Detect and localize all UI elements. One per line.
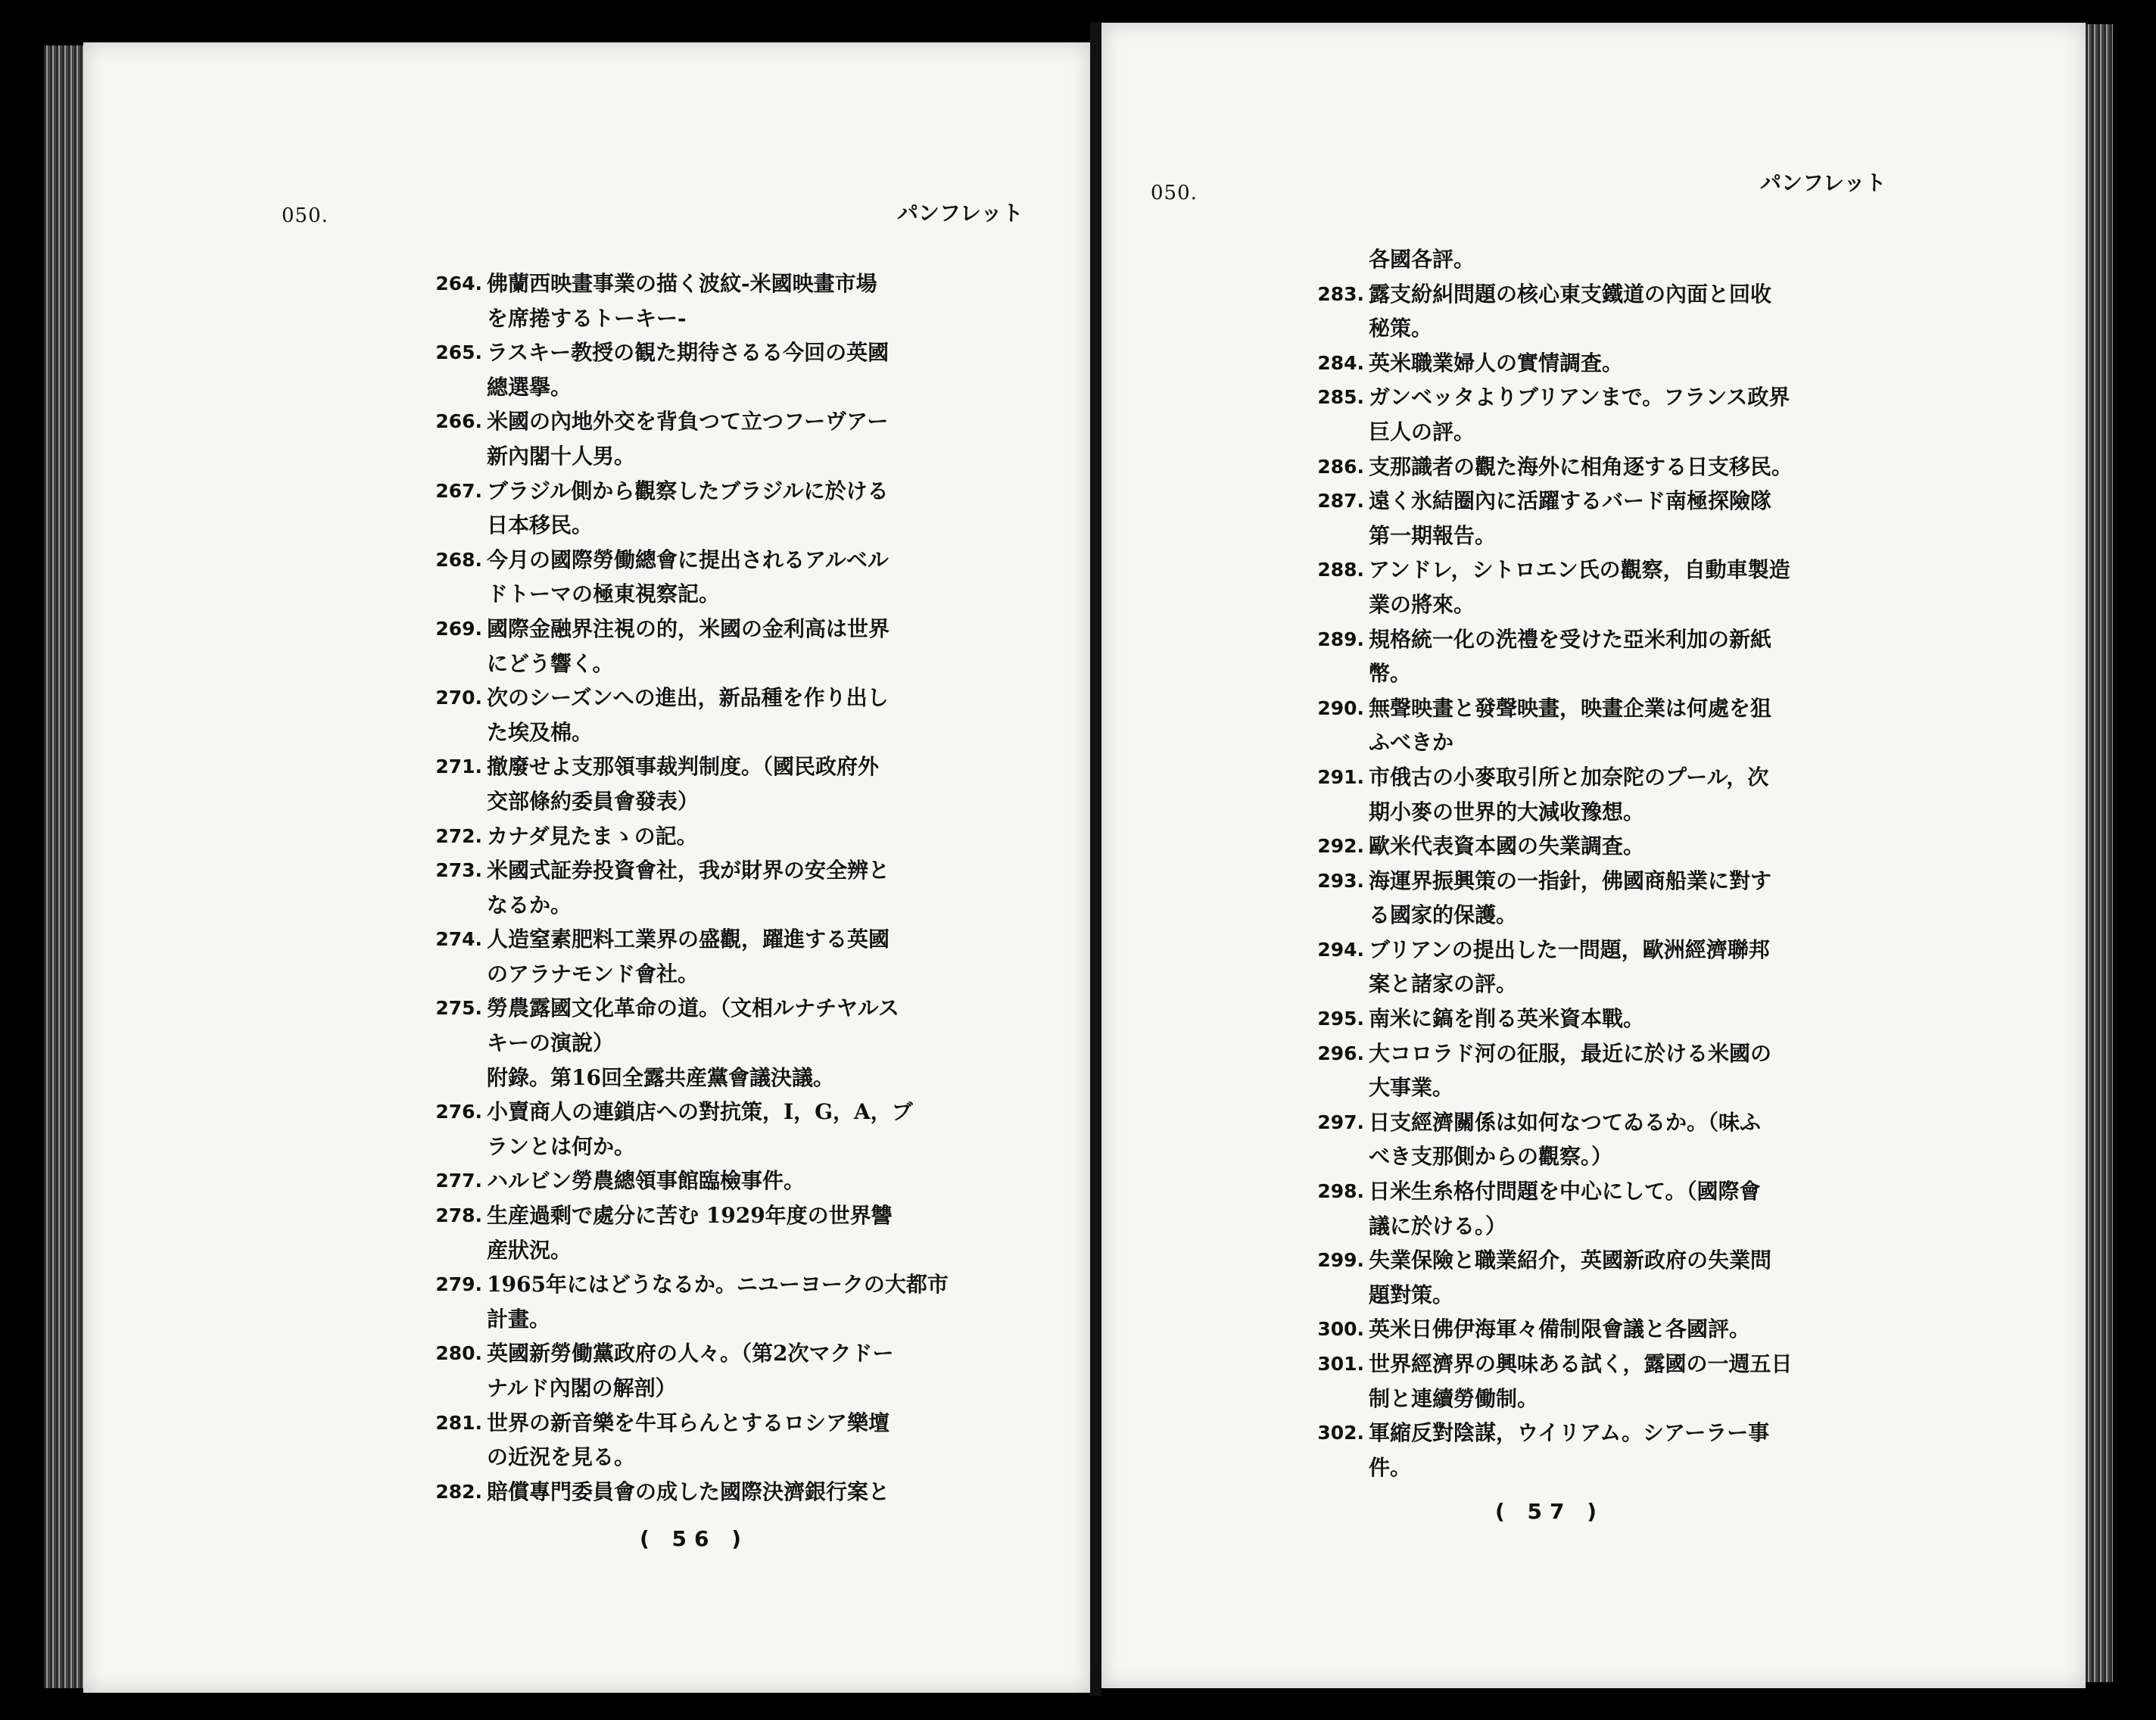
list-item xyxy=(428,1336,1018,1405)
entry-number: 294. xyxy=(1317,938,1364,961)
entry-number: 284. xyxy=(1317,351,1364,374)
list-item xyxy=(428,1095,1018,1164)
entry-number: 272. xyxy=(435,824,482,847)
entry-number: 286. xyxy=(1317,455,1364,478)
entry-title: 小賣商人の連鎖店への對抗策，I，G，A，ブ ランとは何か。 xyxy=(487,1099,913,1159)
entry-title: 佛蘭西映畫事業の描く波紋-米國映畫市場 を席捲するトーキー- xyxy=(487,271,877,331)
list-item xyxy=(1310,1036,1915,1105)
entry-title: 日支經濟關係は如何なつてゐるか。（味ふ べき支那側からの觀察。） xyxy=(1369,1109,1762,1170)
entry-title: 露支紛糾問題の核心東支鐵道の內面と回收 秘策。 xyxy=(1369,281,1772,341)
right-page-code: 050. xyxy=(1151,182,1198,204)
list-item xyxy=(1310,1243,1915,1312)
list-item xyxy=(1310,1002,1915,1036)
entry-title: 失業保險と職業紹介，英國新政府の失業問 題對策。 xyxy=(1369,1248,1772,1307)
list-item xyxy=(428,335,1018,404)
list-item xyxy=(1310,691,1915,760)
entry-number: 283. xyxy=(1317,282,1364,305)
list-item xyxy=(1310,829,1915,864)
entry-number: 292. xyxy=(1317,835,1364,858)
list-item xyxy=(428,749,1018,818)
entry-title: ハルビン勞農總領事館臨檢事件。 xyxy=(487,1168,805,1194)
left-page xyxy=(83,42,1090,1693)
list-item xyxy=(428,612,1018,681)
entry-number: 291. xyxy=(1317,765,1364,788)
entry-number: 299. xyxy=(1317,1249,1364,1272)
entry-number: 264. xyxy=(435,273,482,294)
entry-title: ブリアンの提出した一問題，歐洲經濟聯邦 案と諸家の評。 xyxy=(1369,936,1770,997)
list-item xyxy=(1310,484,1915,553)
entry-title: 規格統一化の洗禮を受けた亞米利加の新紙 幣。 xyxy=(1369,626,1772,687)
entry-title: 次のシーズンへの進出，新品種を作り出し た埃及棉。 xyxy=(487,685,889,745)
list-item xyxy=(428,474,1018,543)
entry-number: 300. xyxy=(1317,1318,1364,1341)
list-item xyxy=(1310,450,1915,485)
entry-number: 273. xyxy=(435,859,482,882)
list-item xyxy=(1310,760,1915,829)
entry-number: 293. xyxy=(1317,869,1364,892)
list-item xyxy=(1310,1174,1915,1243)
list-item xyxy=(428,1164,1018,1198)
list-item xyxy=(1310,1312,1915,1347)
entry-number: 290. xyxy=(1317,696,1364,719)
entry-title: 撤廢せよ支那領事裁判制度。（國民政府外 交部條約委員會發表） xyxy=(487,754,880,814)
list-item xyxy=(1310,1347,1915,1416)
entry-number: 276. xyxy=(435,1101,482,1123)
entry-number: 285. xyxy=(1317,386,1364,409)
entry-number: 265. xyxy=(435,341,482,364)
entry-number: 295. xyxy=(1317,1008,1364,1030)
list-item xyxy=(428,543,1018,612)
list-item xyxy=(428,1198,1018,1267)
list-item xyxy=(428,991,1018,1060)
right-page xyxy=(1101,23,2086,1688)
list-item xyxy=(428,681,1018,749)
list-item xyxy=(1310,380,1915,449)
list-item xyxy=(428,853,1018,922)
entry-number: 298. xyxy=(1317,1180,1364,1203)
list-item xyxy=(1310,622,1915,691)
entry-title: ガンベッタよりブリアンまで。フランス政界 巨人の評。 xyxy=(1369,385,1790,444)
entry-number: 270. xyxy=(435,687,482,709)
continuation-text: 各國各評。 xyxy=(1369,247,1475,272)
entry-title: アンドレ，シトロエン氏の觀察，自動車製造 業の將來。 xyxy=(1369,557,1790,617)
right-page-title: パンフレット xyxy=(1760,170,1886,195)
list-item xyxy=(1310,1416,1915,1485)
list-item xyxy=(428,1267,1018,1336)
entry-number: 269. xyxy=(435,617,482,640)
entry-number: 296. xyxy=(1317,1042,1364,1064)
entry-title: 米國式証券投資會社，我が財界の安全辨と なるか。 xyxy=(487,858,890,918)
entry-number: 302. xyxy=(1317,1422,1364,1444)
entry-number: 301. xyxy=(1317,1353,1364,1375)
entry-title: 今月の國際勞働總會に提出されるアルベル ドトーマの極東視察記。 xyxy=(487,547,889,607)
entry-title: 國際金融界注視の的，米國の金利高は世界 にどう響く。 xyxy=(487,615,890,676)
list-item xyxy=(428,1475,1018,1510)
entry-title: 遠く氷結圈內に活躍するバード南極探險隊 第一期報告。 xyxy=(1369,488,1772,548)
entry-number: 281. xyxy=(435,1411,482,1434)
entry-title: 英米日佛伊海軍々備制限會議と各國評。 xyxy=(1369,1316,1751,1342)
entry-number: 289. xyxy=(1317,628,1364,650)
entry-title: 1965年にはどうなるか。ニユーヨークの大都市 計畫。 xyxy=(487,1272,949,1332)
left-entry-list xyxy=(428,266,1018,1509)
entry-title: 賠償專門委員會の成した國際決濟銀行案と xyxy=(487,1479,890,1504)
entry-title: 附錄。第16回全露共産黨會議決議。 xyxy=(487,1064,834,1090)
entry-title: 無聲映畫と發聲映畫，映畫企業は何處を狙 ふべきか xyxy=(1369,695,1772,756)
entry-title: カナダ見たまゝの記。 xyxy=(487,823,698,849)
entry-title: 世界經濟界の興味ある試く，露國の一週五日 制と連續勞働制。 xyxy=(1369,1351,1793,1411)
entry-title: ブラジル側から觀察したブラジルに於ける 日本移民。 xyxy=(487,478,889,538)
entry-number: 287. xyxy=(1317,490,1364,513)
entry-number: 274. xyxy=(435,928,482,951)
right-entry-list xyxy=(1310,242,1915,1485)
list-item xyxy=(1310,553,1915,622)
right-page-edges xyxy=(2086,24,2113,1682)
entry-title: 大コロラド河の征服，最近に於ける米國の 大事業。 xyxy=(1369,1040,1772,1101)
entry-title: 英米職業婦人の實情調査。 xyxy=(1369,350,1624,375)
book-gutter xyxy=(1090,23,1101,1696)
entry-title: 海運界振興策の一指針，佛國商船業に對す る國家的保護。 xyxy=(1369,868,1772,928)
entry-number: 266. xyxy=(435,410,482,433)
entry-number: 278. xyxy=(435,1204,482,1227)
left-page-title: パンフレット xyxy=(897,201,1023,226)
entry-title: 市俄古の小麥取引所と加奈陀のプール，次 期小麥の世界的大減收豫想。 xyxy=(1369,764,1769,824)
entry-number: 271. xyxy=(435,756,482,778)
list-item xyxy=(1310,277,1915,346)
entry-number: 275. xyxy=(435,997,482,1020)
entry-title: ラスキー教授の観た期待さるる今回の英國 總選擧。 xyxy=(487,340,890,400)
list-item xyxy=(428,1061,1018,1095)
entry-number: 279. xyxy=(435,1273,482,1296)
entry-number: 277. xyxy=(435,1170,482,1192)
list-item xyxy=(1310,346,1915,381)
right-page-number: ( 57 ) xyxy=(1495,1499,1605,1524)
entry-number: 297. xyxy=(1317,1111,1364,1133)
entry-number: 268. xyxy=(435,548,482,571)
entry-title: 勞農露國文化革命の道。（文相ルナチヤルス キーの演說） xyxy=(487,996,899,1056)
entry-title: 生産過剩で處分に苦む 1929年度の世界讐 産狀況。 xyxy=(487,1203,893,1263)
entry-title: 南米に鎬を削る英米資本戰。 xyxy=(1369,1006,1645,1032)
list-item xyxy=(428,266,1018,335)
left-page-code: 050. xyxy=(282,204,329,227)
list-item xyxy=(428,922,1018,991)
entry-title: 人造窒素肥料工業界の盛觀，躍進する英國 のアラナモンド會社。 xyxy=(487,927,890,986)
entry-title: 英國新勞働黨政府の人々。（第2次マクドー ナルド內閣の解剖） xyxy=(487,1341,894,1401)
left-page-number: ( 56 ) xyxy=(640,1526,749,1551)
entry-title: 米國の內地外交を背負つて立つフーヴアー 新內閣十人男。 xyxy=(487,409,889,469)
entry-title: 世界の新音樂を牛耳らんとするロシア樂壇 の近況を見る。 xyxy=(487,1410,890,1470)
left-page-edges xyxy=(44,45,83,1688)
entry-number: 288. xyxy=(1317,559,1364,581)
list-item xyxy=(428,819,1018,854)
entry-number: 282. xyxy=(435,1480,482,1503)
continuation-line xyxy=(1310,242,1915,277)
entry-number: 267. xyxy=(435,479,482,502)
list-item xyxy=(428,1406,1018,1475)
list-item xyxy=(428,404,1018,473)
list-item xyxy=(1310,864,1915,933)
list-item xyxy=(1310,933,1915,1002)
list-item xyxy=(1310,1105,1915,1174)
entry-title: 歐米代表資本國の失業調査。 xyxy=(1369,834,1645,859)
entry-title: 支那識者の觀た海外に相角逐する日支移民。 xyxy=(1369,453,1793,479)
entry-number: 280. xyxy=(435,1342,482,1365)
entry-title: 軍縮反對陰謀，ウイリアム。シアーラー事 件。 xyxy=(1369,1420,1770,1480)
entry-title: 日米生糸格付問題を中心にして。（國際會 議に於ける。） xyxy=(1369,1179,1761,1239)
